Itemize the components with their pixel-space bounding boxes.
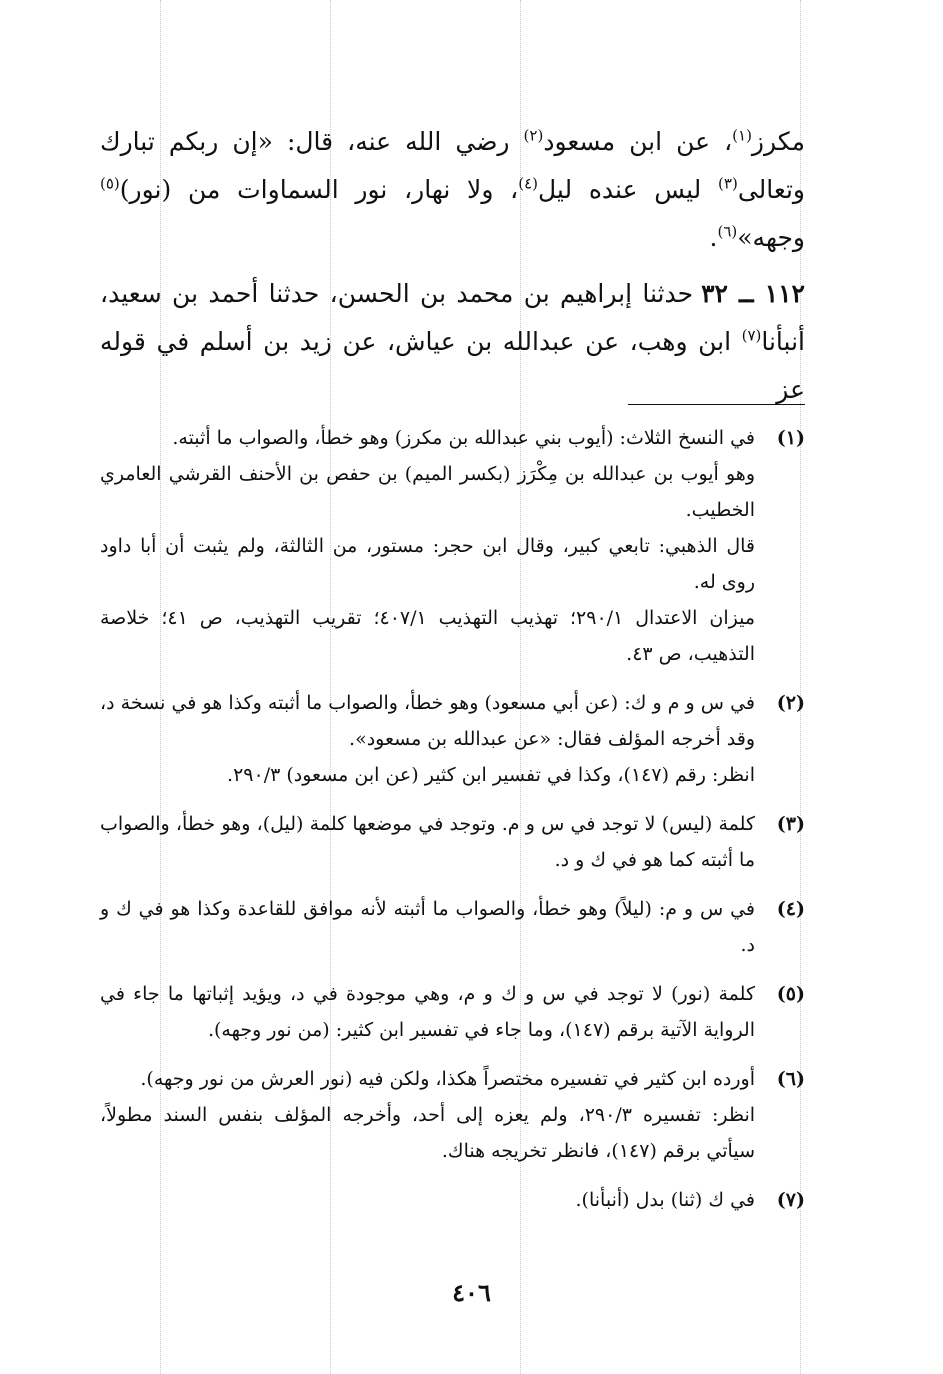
- footnote-marker[interactable]: (٦): [717, 222, 738, 241]
- text-run: ليس عنده ليل: [537, 175, 719, 204]
- footnote-body: [100, 685, 755, 793]
- text-run: ، ولا نهار، نور السماوات من (نور): [119, 175, 519, 204]
- footnote-body: [100, 891, 755, 963]
- footnote-line: قال الذهبي: تابعي كبير، وقال ابن حجر: مستور، من الثالثة، ولم يثبت أن أبا داود روى له.: [100, 535, 755, 593]
- text-run: مكرز: [751, 127, 805, 156]
- footnote-line: في س و م و ك: (عن أبي مسعود) وهو خطأ، والصواب ما أثبته وكذا هو في نسخة د، وقد أخرجه المؤلف فقال: «عن عبدالله بن مسعود».: [100, 692, 755, 750]
- footnote: [100, 891, 805, 963]
- footnote-number: (١): [776, 427, 805, 449]
- footnote-line: أورده ابن كثير في تفسيره مختصراً هكذا، ولكن فيه (نور العرش من نور وجهه).: [140, 1068, 755, 1090]
- hadith-entry-paragraph: [100, 270, 805, 414]
- footnote-marker[interactable]: (٧): [741, 326, 762, 345]
- footnote: [100, 420, 805, 672]
- footnote-number: (٢): [776, 692, 805, 714]
- footnote: [100, 976, 805, 1048]
- footnote-body: [100, 1182, 755, 1218]
- footnote-body: [100, 420, 755, 672]
- footnote-marker[interactable]: (٢): [523, 126, 544, 145]
- footnote-body: [100, 806, 755, 878]
- footnote-number: (٤): [776, 898, 805, 920]
- footnote: [100, 1182, 805, 1218]
- footnote-line: انظر: رقم (١٤٧)، وكذا في تفسير ابن كثير (عن ابن مسعود) ٢٩٠/٣.: [227, 764, 755, 786]
- footnote-line: في النسخ الثلاث: (أيوب بني عبدالله بن مكرز) وهو خطأ، والصواب ما أثبته.: [172, 427, 755, 449]
- text-run: ابن وهب، عن عبدالله بن عياش، عن زيد بن أسلم في قوله عز: [100, 327, 805, 404]
- footnote-line: كلمة (ليس) لا توجد في س و م. وتوجد في موضعها كلمة (ليل)، وهو خطأ، والصواب ما أثبته كما هو في ك و د.: [100, 813, 755, 871]
- footnote-marker[interactable]: (٣): [718, 174, 738, 193]
- footnote-body: [100, 976, 755, 1048]
- footnote-number: (٣): [776, 813, 805, 835]
- footnote-separator: [628, 404, 805, 405]
- footnote-line: انظر: تفسيره ٢٩٠/٣، ولم يعزه إلى أحد، وأخرجه المؤلف بنفس السند مطولاً، سيأتي برقم (١٤٧)، فانظر تخريجه هناك.: [100, 1104, 756, 1162]
- footnote-number: (٧): [776, 1189, 805, 1211]
- footnote-line: كلمة (نور) لا توجد في س و ك و م، وهي موجودة في د، ويؤيد إثباتها ما جاء في الرواية الآتية برقم (١٤٧)، وما جاء في تفسير ابن كثير: (من نور وجهه).: [100, 983, 755, 1041]
- footnote-line: ميزان الاعتدال ٢٩٠/١؛ تهذيب التهذيب ٤٠٧/١؛ تقريب التهذيب، ص ٤١؛ خلاصة التذهيب، ص ٤٣.: [100, 607, 756, 665]
- footnote-line: في ك (ثنا) بدل (أنبأنا).: [575, 1189, 755, 1211]
- footnote-marker[interactable]: (٤): [518, 174, 538, 193]
- footnotes: [100, 420, 805, 1231]
- footnote-line: في س و م: (ليلاً) وهو خطأ، والصواب ما أثبته لأنه موافق للقاعدة وكذا هو في ك و د.: [100, 898, 755, 956]
- text-run: رضي الله عنه، قال: «إن ربكم تبارك وتعالى: [100, 127, 805, 204]
- footnote-body: [100, 1061, 755, 1169]
- page-number: ٤٠٦: [452, 1278, 491, 1307]
- footnote-marker[interactable]: (٥): [100, 174, 120, 193]
- footnote-line: وهو أيوب بن عبدالله بن مِكْرَز (بكسر الميم) بن حفص بن الأحنف القرشي العامري الخطيب.: [100, 463, 755, 521]
- hadith-text-paragraph: [100, 118, 805, 262]
- footnote-number: (٥): [776, 983, 805, 1005]
- hadith-number: ١١٢ ــ ٣٢: [701, 279, 805, 308]
- text-run: وجهه»: [737, 223, 805, 252]
- text-run: حدثنا إبراهيم بن محمد بن الحسن، حدثنا أحمد بن سعيد، أنبأنا: [100, 279, 805, 356]
- footnote: [100, 685, 805, 793]
- footnote: [100, 1061, 805, 1169]
- footnote-number: (٦): [776, 1068, 805, 1090]
- footnote-marker[interactable]: (١): [732, 126, 752, 145]
- text-run: .: [709, 223, 718, 252]
- main-text: [100, 118, 805, 414]
- text-run: ، عن ابن مسعود: [543, 127, 733, 156]
- footnote: [100, 806, 805, 878]
